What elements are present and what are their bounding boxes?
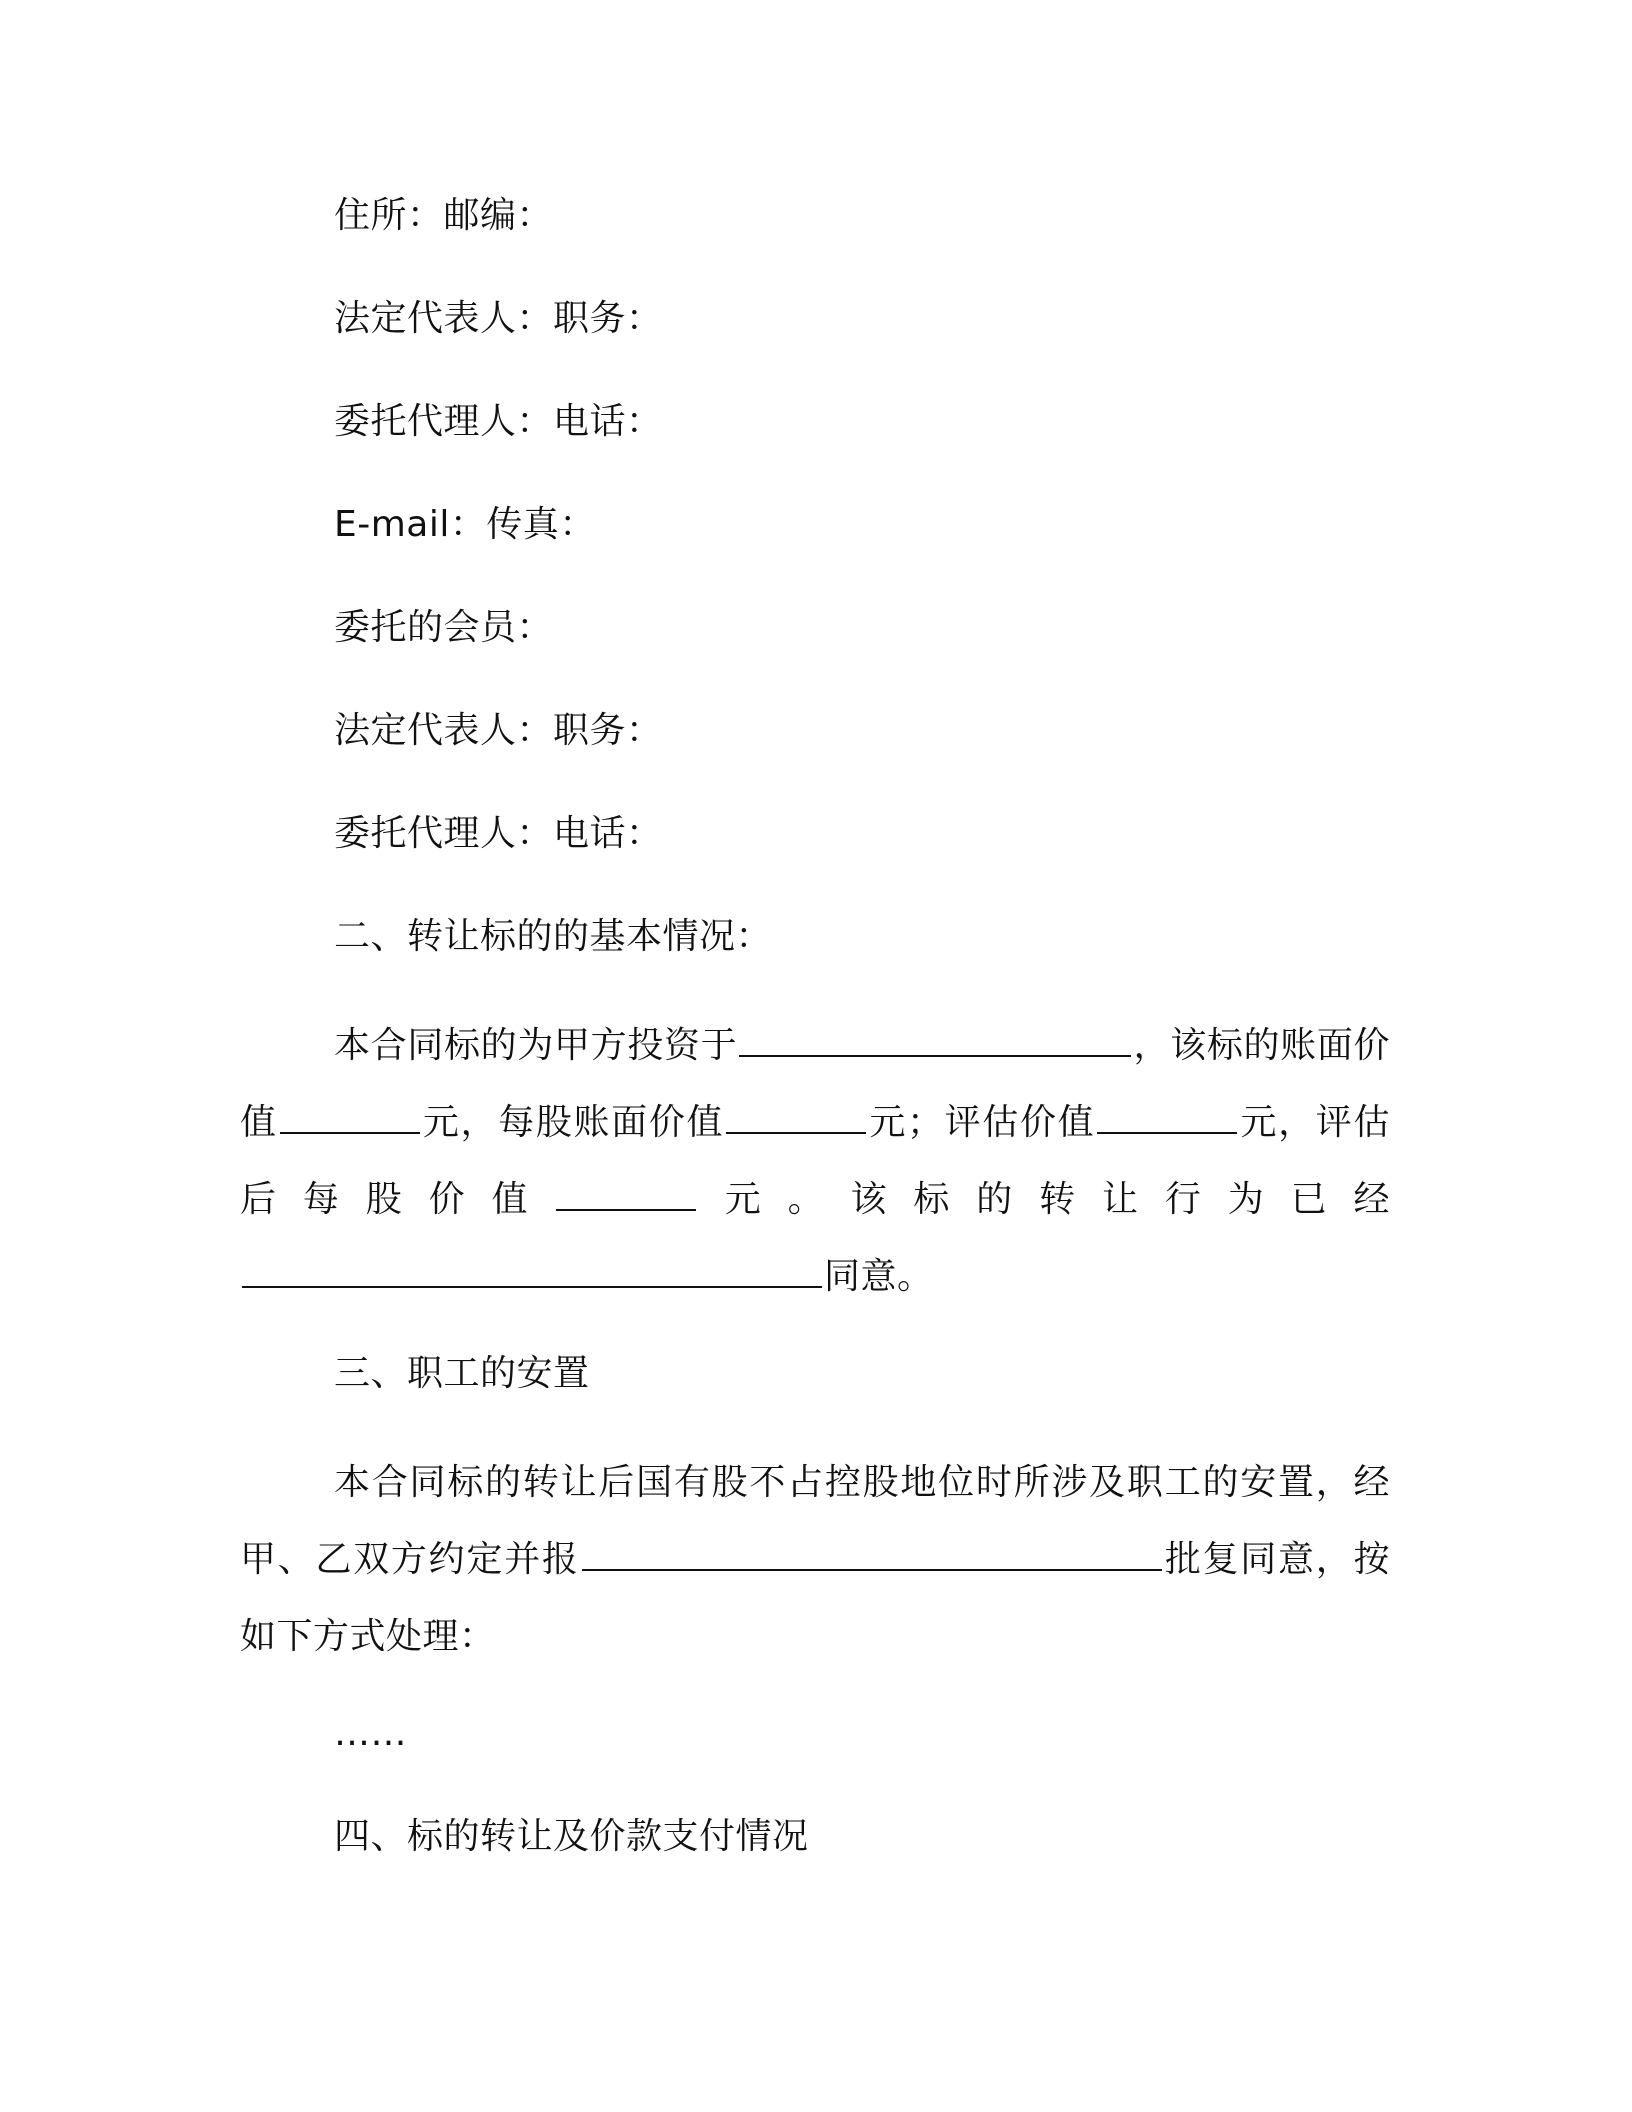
section2-text: ，该标的账面价值 — [240, 1025, 1390, 1143]
section2-text: 元，评估后每股价值 — [240, 1102, 1390, 1220]
section4-heading: 四、标的转让及价款支付情况 — [334, 1816, 809, 1857]
section2-paragraph — [240, 1007, 1390, 1315]
section3-heading: 三、职工的安置 — [334, 1353, 590, 1394]
address-postcode-line: 住所：邮编： — [334, 195, 554, 236]
section2-text: 元，每股账面价值 — [421, 1102, 725, 1143]
email-fax-line: E-mail：传真： — [334, 504, 596, 545]
appraised-per-share-blank[interactable] — [556, 1179, 696, 1211]
invest-target-blank[interactable] — [739, 1025, 1131, 1057]
entrusted-member-line: 委托的会员： — [334, 607, 554, 648]
section2-heading: 二、转让标的的基本情况： — [334, 916, 773, 957]
section3-paragraph — [240, 1444, 1390, 1675]
member-legal-rep-line: 法定代表人：职务： — [334, 710, 663, 751]
ellipsis-text: …… — [334, 1713, 407, 1754]
approval-authority-blank[interactable] — [242, 1256, 822, 1288]
section2-text: 同意。 — [824, 1256, 934, 1297]
section3-text: 本合同标的转让后国有股不占控股地位时所涉及职工的安置，经甲、乙双方约定并报 — [240, 1462, 1390, 1580]
section2-text: 元；评估价值 — [868, 1102, 1096, 1143]
section3-text: 批复同意，按如下方式处理： — [240, 1539, 1390, 1657]
member-agent-phone-line: 委托代理人：电话： — [334, 813, 663, 854]
report-authority-blank[interactable] — [582, 1539, 1162, 1571]
agent-phone-line: 委托代理人：电话： — [334, 401, 663, 442]
appraised-value-blank[interactable] — [1097, 1102, 1237, 1134]
legal-rep-title-line: 法定代表人：职务： — [334, 298, 663, 339]
book-value-blank[interactable] — [280, 1102, 420, 1134]
section2-text: 元。该标的转让行为已经 — [698, 1179, 1390, 1220]
per-share-book-value-blank[interactable] — [726, 1102, 866, 1134]
section2-text: 本合同标的为甲方投资于 — [334, 1025, 738, 1066]
